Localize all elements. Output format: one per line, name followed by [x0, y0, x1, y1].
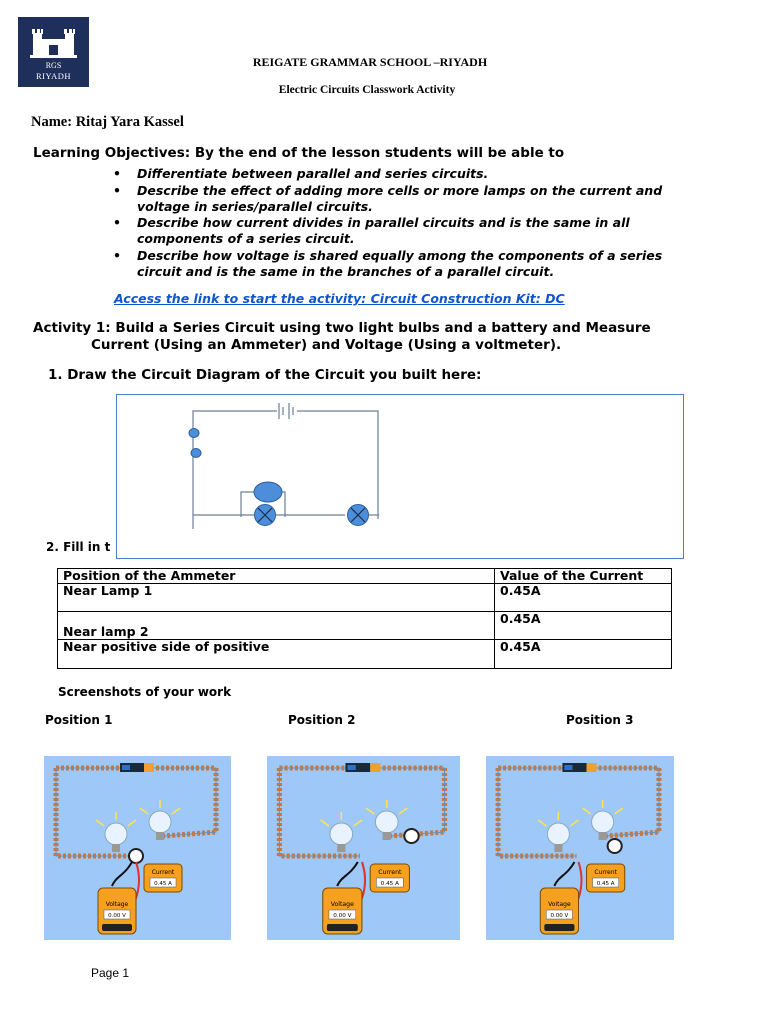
activity1-line1: Activity 1: Build a Series Circuit using two light bulbs and a battery and Measure: [33, 320, 651, 336]
circuit-diagram: [117, 395, 683, 558]
voltage-value: 0.00 V: [108, 913, 126, 919]
voltmeter: [540, 888, 578, 934]
voltmeter: [98, 888, 136, 934]
position-1-label: Position 1: [45, 713, 113, 727]
objective-item: • Describe how current divides in parallel circuits and is the same in all components of a series circuit.: [112, 215, 702, 247]
header-position: Position of the Ammeter: [58, 569, 495, 584]
voltage-label: Voltage: [330, 901, 354, 908]
voltage-value: 0.00 V: [550, 913, 569, 919]
circuit-drawing-box: [116, 394, 684, 559]
bulb-icon: [538, 812, 578, 852]
activity-title: Electric Circuits Classwork Activity: [278, 84, 456, 96]
lamp-2-symbol: [348, 505, 369, 526]
student-name: Name: Ritaj Yara Kassel: [31, 114, 184, 130]
current-label: Current: [378, 869, 402, 876]
table-cell: 0.45A: [495, 640, 672, 669]
position-3-label: Position 3: [566, 713, 634, 727]
ammeter-icon: [404, 829, 418, 843]
screenshots-title: Screenshots of your work: [58, 685, 232, 699]
bulb-icon: [321, 812, 362, 852]
page-number: Page 1: [91, 966, 130, 980]
activity1-heading: [33, 320, 733, 354]
current-label: Current: [594, 869, 617, 876]
circuit-simulation: [44, 756, 231, 940]
current-meter: [587, 864, 625, 892]
table-row: [58, 640, 672, 669]
logo-riyadh-text: RIYADH: [35, 71, 72, 81]
screenshot-position-3: [486, 756, 674, 940]
school-logo: [18, 17, 89, 87]
ammeter-icon: [129, 849, 143, 863]
voltage-label: Voltage: [105, 901, 129, 908]
school-name: REIGATE GRAMMAR SCHOOL –RIYADH: [252, 55, 488, 69]
circuit-simulation: [486, 756, 674, 940]
table-cell: Near positive side of positive: [58, 640, 495, 669]
table-cell: Near lamp 2: [58, 612, 495, 640]
logo-rgs-text: RGS: [45, 61, 62, 70]
voltage-value: 0.00 V: [333, 913, 352, 919]
current-value: 0.45 A: [154, 881, 172, 887]
current-meter: [370, 864, 409, 892]
activity-link[interactable]: Access the link to start the activity: Circuit Construction Kit: DC: [114, 291, 565, 306]
bulb-icon: [96, 812, 136, 852]
objective-item: • Describe how voltage is shared equally among the components of a series circuit and is the same in the branches of a parallel circuit.: [112, 248, 702, 280]
objectives-title: Learning Objectives: By the end of the lesson students will be able to: [33, 145, 565, 161]
header-current: Value of the Current: [495, 569, 672, 584]
position-2-label: Position 2: [288, 713, 356, 727]
voltmeter: [323, 888, 362, 934]
lamp-symbol: [254, 482, 282, 502]
current-value: 0.45 A: [596, 881, 615, 887]
ammeter-icon: [608, 839, 622, 853]
table-cell: 0.45A: [495, 612, 672, 640]
table-cell: 0.45A: [495, 584, 672, 612]
objective-item: • Describe the effect of adding more cells or more lamps on the current and voltage in series/parallel circuits.: [112, 183, 702, 215]
question-1: 1. Draw the Circuit Diagram of the Circuit you built here:: [48, 367, 482, 383]
objectives-list: [112, 166, 702, 280]
current-meter: [144, 864, 182, 892]
current-value: 0.45 A: [380, 881, 399, 887]
lamp-1-symbol: [255, 505, 276, 526]
current-label: Current: [151, 869, 175, 876]
ammeter-table: [57, 568, 672, 669]
circuit-simulation: [267, 756, 460, 940]
table-row: [58, 612, 672, 640]
screenshot-position-1: [44, 756, 231, 940]
table-header-row: [58, 569, 672, 584]
screenshot-position-2: [267, 756, 460, 940]
question-2: 2. Fill in t: [46, 540, 111, 554]
activity1-line2: Current (Using an Ammeter) and Voltage (Using a voltmeter).: [91, 337, 562, 353]
table-cell: Near Lamp 1: [58, 584, 495, 612]
objective-item: • Differentiate between parallel and series circuits.: [112, 166, 702, 182]
table-row: [58, 584, 672, 612]
voltage-label: Voltage: [548, 901, 571, 908]
